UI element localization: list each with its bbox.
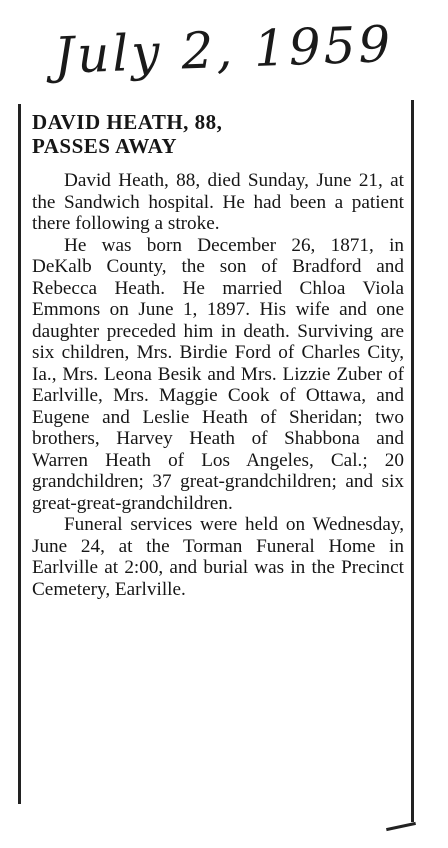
clipping-border-bottom (386, 822, 416, 831)
obituary-article (32, 110, 404, 600)
headline-line-2: PASSES AWAY (32, 134, 177, 158)
headline-line-1: DAVID HEATH, 88, (32, 110, 223, 134)
paragraph-funeral-services: Funeral services were held on Wednesday, June 24, at the Torman Funeral Home in Earlville at 2:00, and burial was in the Precinct Cemetery, Earlville. (32, 514, 404, 600)
clipping-border-right (411, 100, 414, 822)
article-headline (32, 110, 404, 158)
handwritten-date: July 2, 1959 (53, 15, 395, 85)
paragraph-death-notice: David Heath, 88, died Sunday, June 21, at the Sandwich hospital. He had been a patient there following a stroke. (32, 170, 404, 234)
newspaper-clipping (18, 100, 416, 828)
paragraph-biography-survivors: He was born December 26, 1871, in DeKalb County, the son of Bradford and Rebecca Heath. He married Chloa Viola Emmons on June 1, 1897. His wife and one daughter preceded him in death. Surviving are six children, Mrs. Birdie Ford of Charles City, Ia., Mrs. Leona Besik and Mrs. Lizzie Zuber of Earlville, Mrs. Maggie Cook of Ottawa, and Eugene and Leslie Heath of Sheridan; two brothers, Harvey Heath of Shabbona and Warren Heath of Los Angeles, Cal.; 20 grandchildren; 37 great-grandchildren; and six great-great-grandchildren. (32, 234, 404, 514)
clipping-border-left (18, 104, 21, 804)
